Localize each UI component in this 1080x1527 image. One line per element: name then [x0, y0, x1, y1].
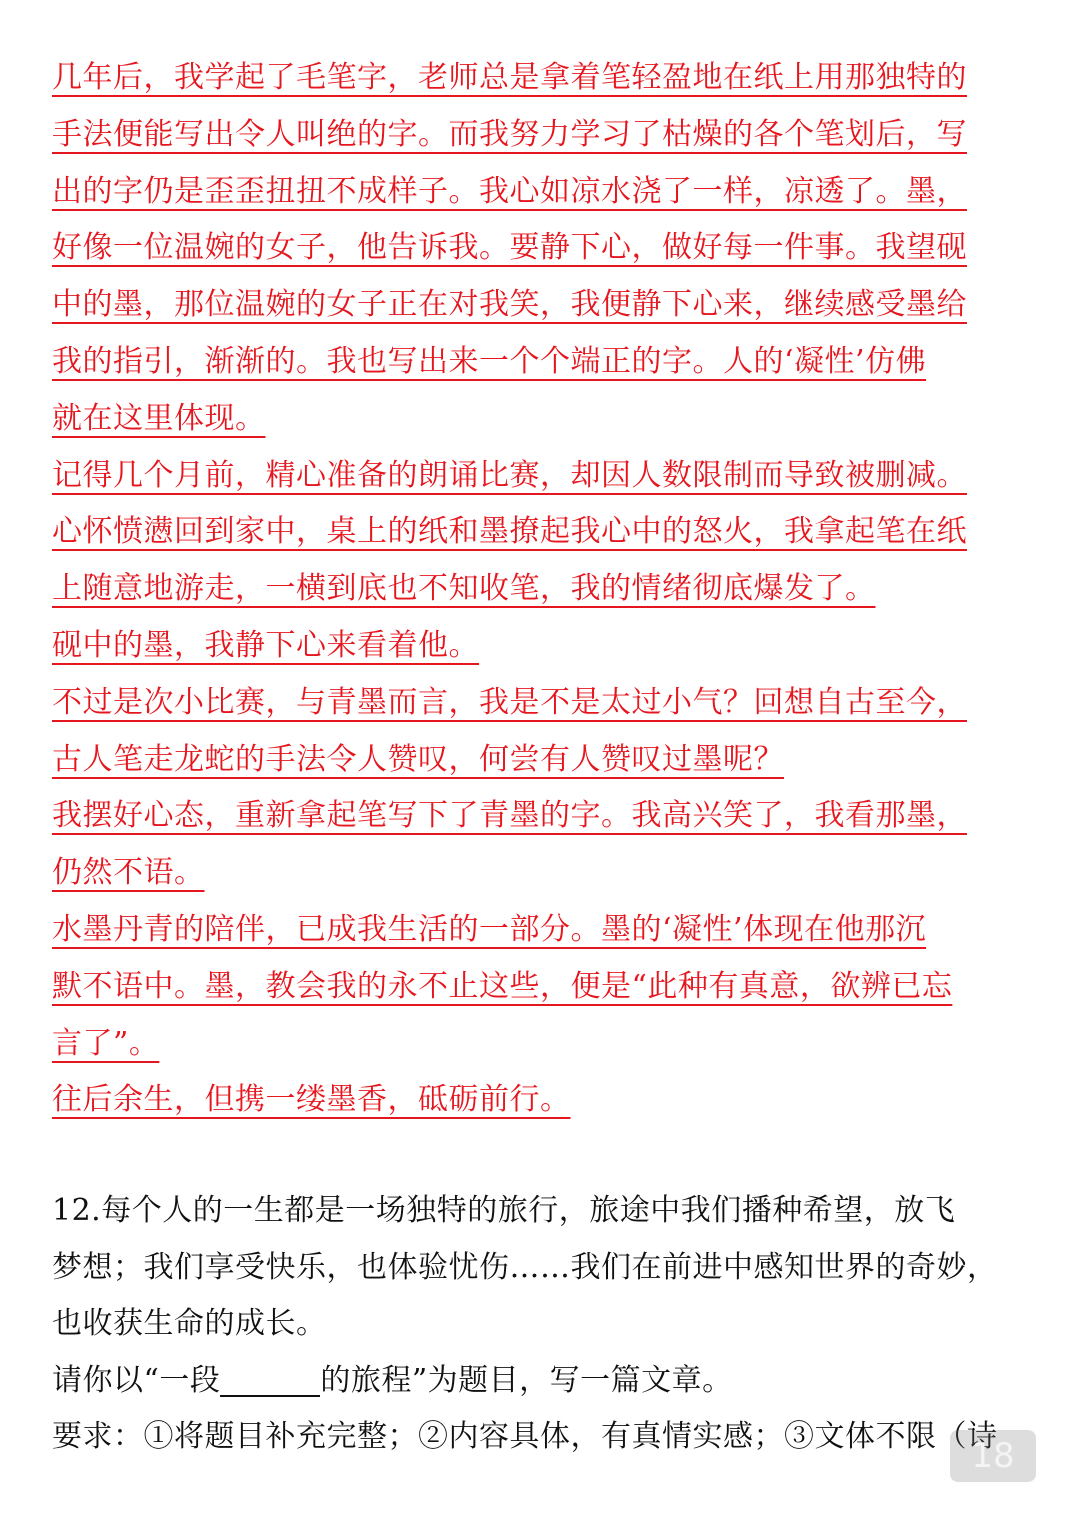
essay-line: 不过是次小比赛，与青墨而言，我是不是太过小气？回想自古至今，	[52, 684, 967, 720]
essay-line: 砚中的墨，我静下心来看着他。	[52, 627, 479, 663]
essay-line: 我的指引，渐渐的。我也写出来一个个端正的字。人的‘凝性’仿佛	[52, 343, 927, 379]
essay-line: 我摆好心态，重新拿起笔写下了青墨的字。我高兴笑了，我看那墨，	[52, 798, 967, 834]
essay-line: 好像一位温婉的女子，他告诉我。要静下心，做好每一件事。我望砚	[52, 230, 967, 266]
essay-line: 手法便能写出令人叫绝的字。而我努力学习了枯燥的各个笔划后，写	[52, 116, 967, 152]
essay-line: 心怀愤懑回到家中，桌上的纸和墨撩起我心中的怒火，我拿起笔在纸	[52, 514, 967, 550]
essay-line: 默不语中。墨，教会我的永不止这些，便是“此种有真意，欲辨已忘	[52, 968, 953, 1004]
page-number-badge: 18	[950, 1430, 1036, 1482]
question-requirements: 要求：①将题目补充完整；②内容具体，有真情实感；③文体不限（诗	[52, 1419, 998, 1454]
question-12	[52, 1183, 1037, 1466]
prompt-after-text: 的旅程”为题目，写一篇文章。	[320, 1362, 733, 1398]
essay-line: 记得几个月前，精心准备的朗诵比赛，却因人数限制而导致被删减。	[52, 457, 967, 493]
question-line: 12.每个人的一生都是一场独特的旅行，旅途中我们播种希望，放飞	[52, 1193, 956, 1228]
question-prompt	[52, 1353, 1037, 1410]
prompt-before-text: 请你以“一段	[52, 1362, 221, 1398]
essay-line: 就在这里体现。	[52, 400, 266, 436]
essay-line: 言了”。	[52, 1025, 160, 1061]
title-blank	[220, 1367, 320, 1397]
question-line: 也收获生命的成长。	[52, 1306, 327, 1341]
essay-line: 几年后，我学起了毛笔字，老师总是拿着笔轻盈地在纸上用那独特的	[52, 60, 967, 95]
essay-line: 水墨丹青的陪伴，已成我生活的一部分。墨的‘凝性’体现在他那沉	[52, 911, 927, 947]
essay-line: 仍然不语。	[52, 855, 205, 891]
question-line: 梦想；我们享受快乐，也体验忧伤……我们在前进中感知世界的奇妙，	[52, 1249, 998, 1285]
essay-line: 古人笔走龙蛇的手法令人赞叹，何尝有人赞叹过墨呢？	[52, 741, 784, 777]
essay-line: 出的字仍是歪歪扭扭不成样子。我心如凉水浇了一样，凉透了。墨，	[52, 173, 967, 209]
essay-line: 上随意地游走，一横到底也不知收笔，我的情绪彻底爆发了。	[52, 571, 876, 607]
essay-answer-block	[52, 50, 1032, 1129]
essay-line: 中的墨，那位温婉的女子正在对我笑，我便静下心来，继续感受墨给	[52, 287, 967, 323]
essay-line: 往后余生，但携一缕墨香，砥砺前行。	[52, 1082, 571, 1118]
